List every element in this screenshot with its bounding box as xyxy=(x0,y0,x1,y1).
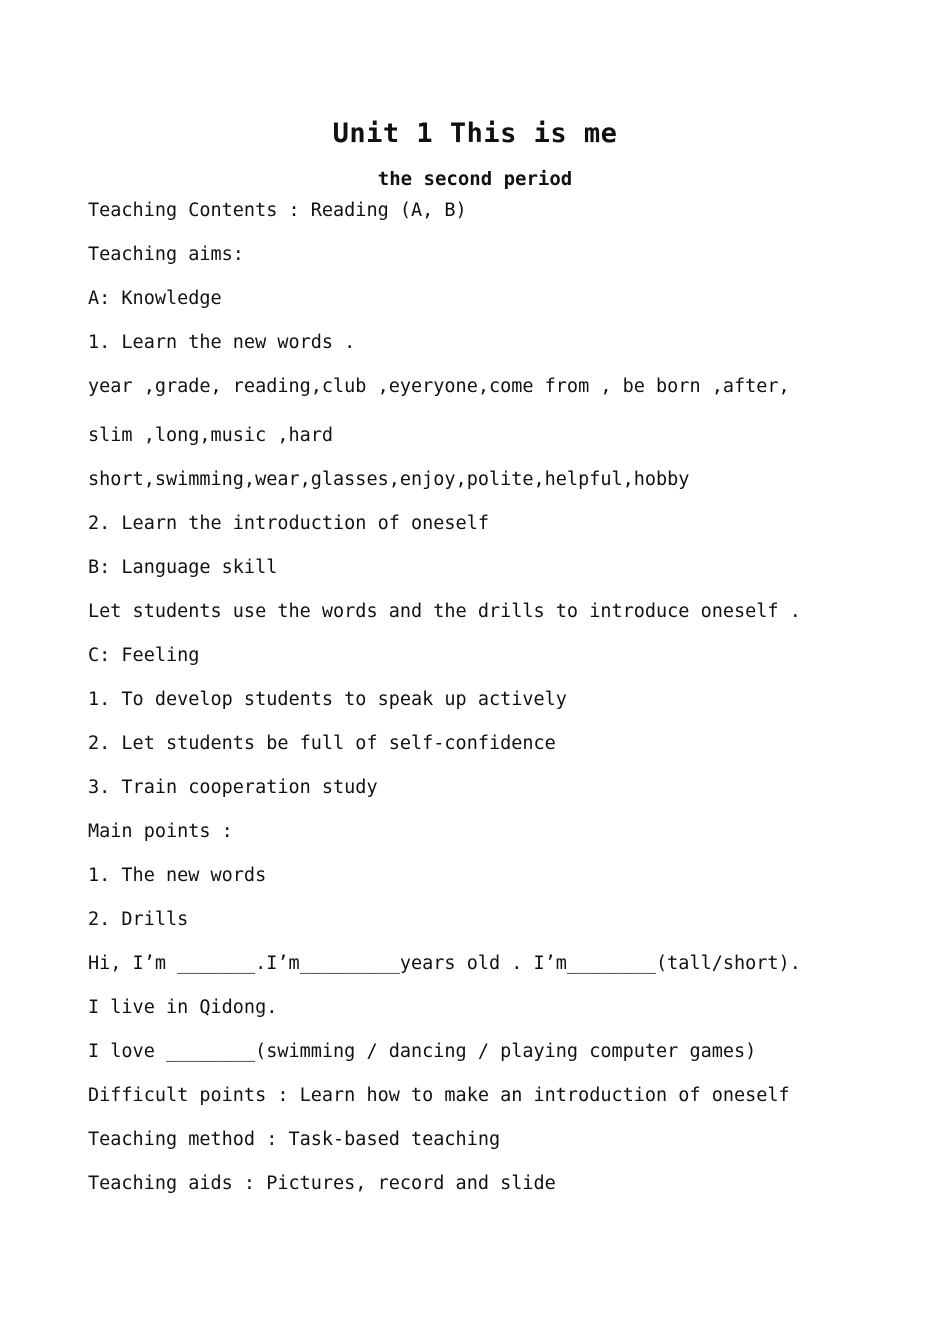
teaching-aims-heading: Teaching aims: xyxy=(88,244,244,265)
page-subtitle: the second period xyxy=(377,168,573,190)
language-skill-text: Let students use the words and the drills to introduce oneself . xyxy=(88,601,801,622)
feeling-item-2: 2. Let students be full of self-confidence xyxy=(88,733,556,754)
drill-line-2: I live in Qidong. xyxy=(88,997,278,1018)
language-skill-heading: B: Language skill xyxy=(88,557,278,578)
drill-line-1: Hi, I’m _______.I’m_________years old . I’m________(tall/short). xyxy=(88,953,801,974)
vocabulary-line-3: short,swimming,wear,glasses,enjoy,polite,helpful,hobby xyxy=(88,469,690,490)
teaching-method-line: Teaching method : Task-based teaching xyxy=(88,1129,501,1150)
drill-line-3: I love ________(swimming / dancing / playing computer games) xyxy=(88,1041,757,1062)
feeling-item-1: 1. To develop students to speak up actively xyxy=(88,689,567,710)
introduction-item: 2. Learn the introduction of oneself xyxy=(88,513,489,534)
knowledge-heading: A: Knowledge xyxy=(88,288,222,309)
teaching-aids-line: Teaching aids : Pictures, record and slide xyxy=(88,1173,556,1194)
feeling-item-3: 3. Train cooperation study xyxy=(88,777,378,798)
feeling-heading: C: Feeling xyxy=(88,645,200,666)
main-points-item-1: 1. The new words xyxy=(88,865,267,886)
teaching-contents-line: Teaching Contents : Reading (A, B) xyxy=(88,200,467,221)
difficult-points-line: Difficult points : Learn how to make an introduction of oneself xyxy=(88,1085,790,1106)
main-points-item-2: 2. Drills xyxy=(88,909,189,930)
vocabulary-line-1: year ,grade, reading,club ,eyeryone,come from , be born ,after, xyxy=(88,376,790,397)
vocabulary-line-2: slim ,long,music ,hard xyxy=(88,425,334,446)
page-title: Unit 1 This is me xyxy=(332,118,618,149)
new-words-item: 1. Learn the new words . xyxy=(88,332,356,353)
main-points-heading: Main points : xyxy=(88,821,233,842)
